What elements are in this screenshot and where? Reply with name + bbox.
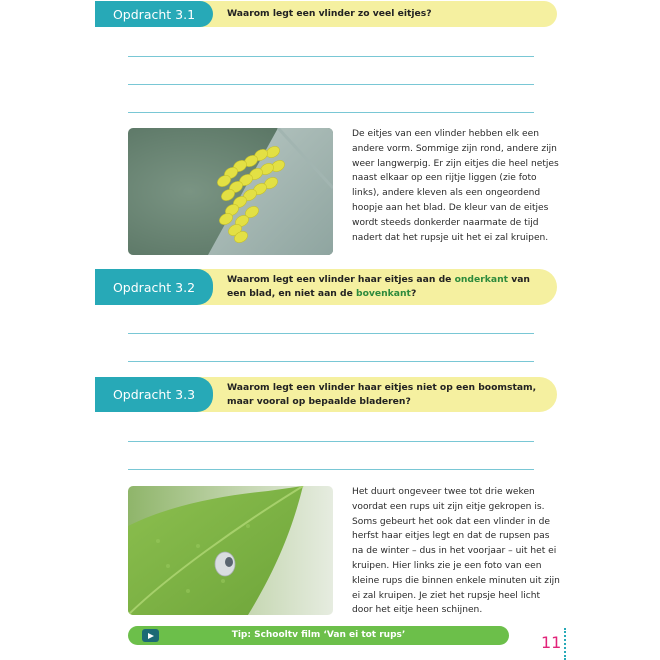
photo-egg-on-leaf — [128, 486, 333, 615]
paragraph-eggs: De eitjes van een vlinder hebben elk een andere vorm. Sommige zijn rond, andere zijn weer langwerpig. Er zijn eitjes die heel netjes naast elkaar op een rijtje liggen (zie foto links), andere kleven als een ongeordend hoopje aan het blad. De kleur van de eitjes wordt steeds donkerder naarmate de tijd nadert dat het rupsje uit het ei zal kruipen. — [352, 129, 559, 243]
answer-line[interactable] — [128, 333, 534, 334]
task-3-2 — [95, 269, 557, 305]
answer-line[interactable] — [128, 56, 534, 57]
paragraph-hatching: Het duurt ongeveer twee tot drie weken voordat een rups uit zijn eitje gekropen is. Soms gebeurt het ook dat een vlinder in de herfst haar eitjes legt en dat de rupsen pas na de winter – dus in het voorjaar – uit het ei kruipen. Hier links zie je een foto van een kleine rups die binnen enkele minuten uit zijn ei zal kruipen. Je ziet het rupsje heel licht door het eitje heen schijnen. — [352, 487, 560, 616]
highlight-bovenkant: bovenkant — [356, 288, 411, 299]
highlight-onderkant: onderkant — [454, 274, 509, 285]
tip-bar[interactable] — [128, 626, 509, 645]
photo-butterfly-eggs — [128, 128, 333, 255]
task-label: Opdracht 3.1 — [95, 1, 213, 27]
answer-line[interactable] — [128, 112, 534, 113]
answer-line[interactable] — [128, 361, 534, 362]
page-edge-dots — [564, 628, 566, 660]
task-label: Opdracht 3.2 — [95, 269, 213, 305]
task-label: Opdracht 3.3 — [95, 377, 213, 412]
task-3-3 — [95, 377, 557, 412]
task-question: Waarom legt een vlinder haar eitjes niet op een boomstam, maar vooral op bepaalde bladeren? — [227, 381, 537, 407]
task-3-1 — [95, 1, 557, 27]
answer-line[interactable] — [128, 441, 534, 442]
task-question: Waarom legt een vlinder zo veel eitjes? — [227, 8, 432, 19]
task-question: Waarom legt een vlinder haar eitjes aan de onderkant van een blad, en niet aan de bovenkant? — [227, 274, 530, 299]
answer-line[interactable] — [128, 84, 534, 85]
answer-line[interactable] — [128, 469, 534, 470]
tip-text[interactable]: Tip: Schooltv film ‘Van ei tot rups’ — [231, 630, 406, 640]
page-number: 11 — [541, 633, 562, 652]
